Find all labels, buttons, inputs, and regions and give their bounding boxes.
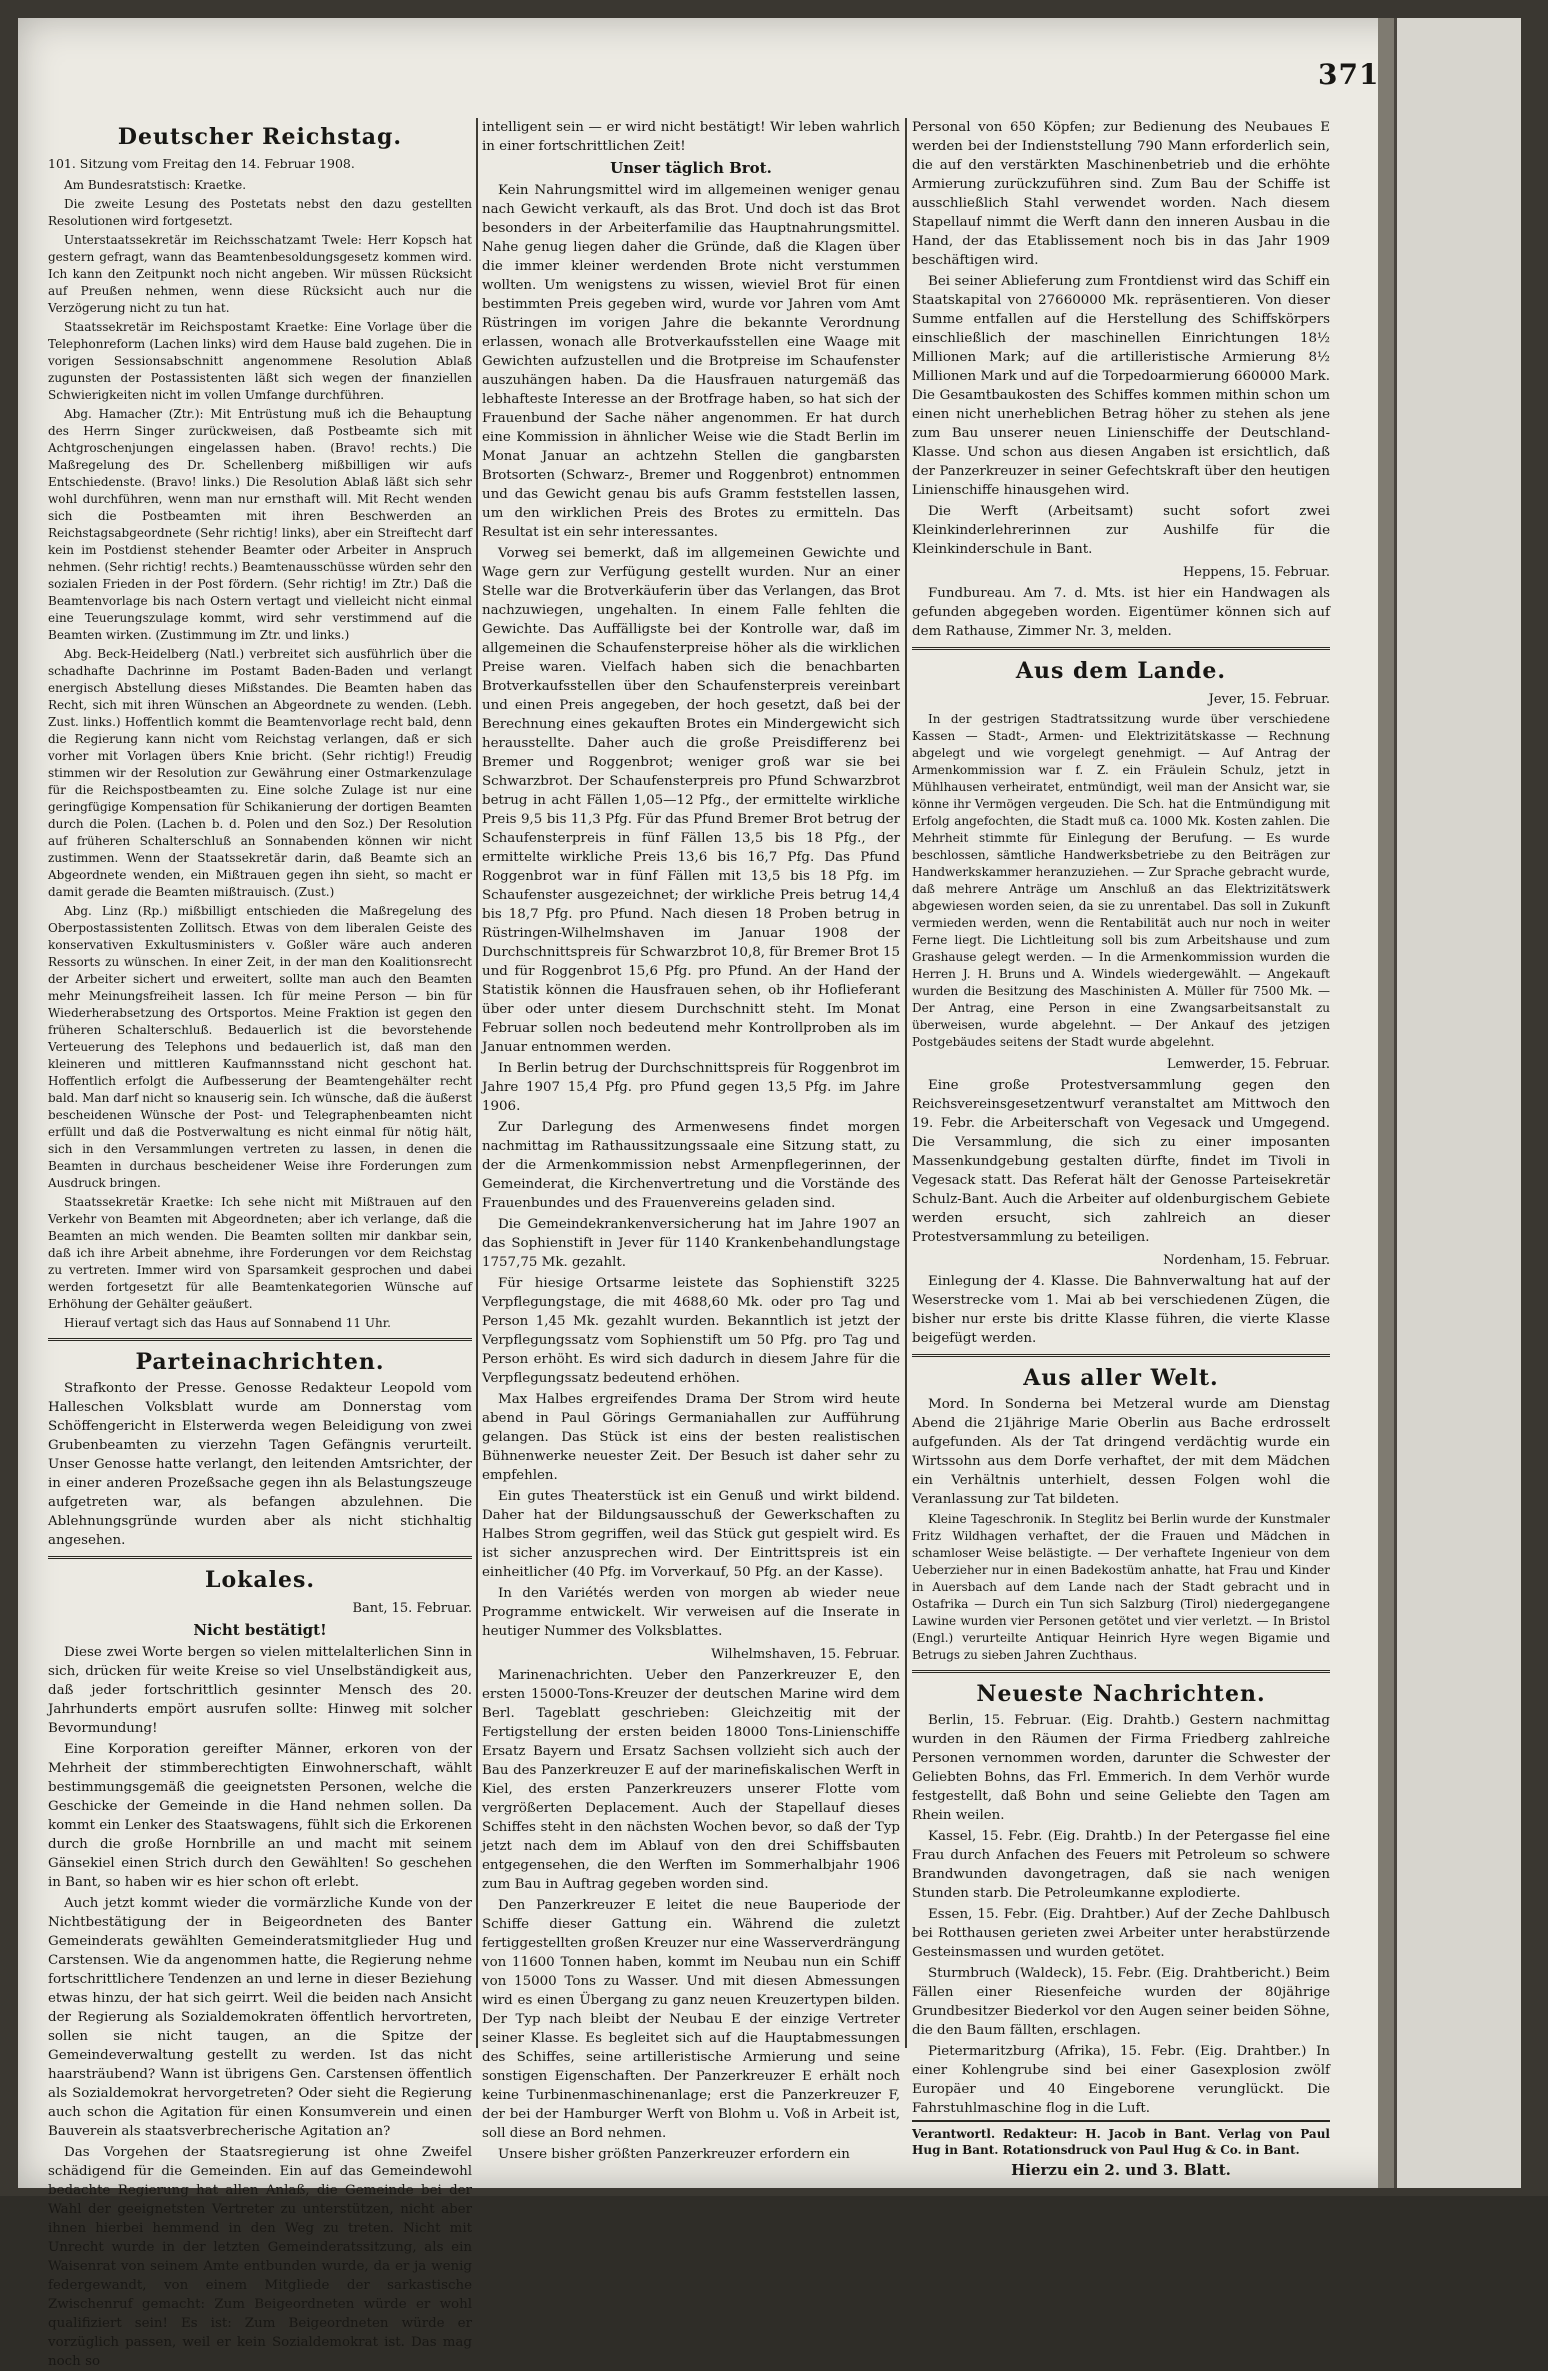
article-paragraph: Eine große Protestversammlung gegen den Reichsvereinsgesetzentwurf veranstaltet am Mittwoch den 19. Febr. die Arbeiterschaft von Vegesack und Umgegend. Die Versammlung, die sich zu einer imposanten Massenkundgebung gestalten dürfte, findet im Tivoli in Vegesack statt. Das Referat hält der Genosse Parteisekretär Schulz-Bant. Auch die Arbeiter auf oldenburgischem Gebiete werden ersucht, sich zahlreich an dieser Protestversammlung zu beteiligen.	[912, 1078, 1330, 1245]
article-subtitle: Nicht bestätigt!	[193, 1621, 327, 1639]
page-number: 371	[1318, 58, 1380, 91]
article-paragraph: Max Halbes ergreifendes Drama Der Strom wird heute abend in Paul Görings Germaniahallen zur Aufführung gelangen. Das Stück ist eins der besten realistischen Bühnenwerke neuester Zeit. Der Besuch ist daher sehr zu empfehlen.	[482, 1392, 900, 1483]
section-divider	[48, 1338, 472, 1341]
dateline: Wilhelmshaven, 15. Februar.	[711, 1647, 900, 1662]
section-divider	[912, 1670, 1330, 1673]
article-paragraph: Die Werft (Arbeitsamt) sucht sofort zwei Kleinkinderlehrerinnen zur Aushilfe für die Kleinkinderschule in Bant.	[912, 504, 1330, 557]
article-paragraph: Unterstaatssekretär im Reichsschatzamt Twele: Herr Kopsch hat gestern gefragt, wann das Beamtenbesoldungsgesetz kommen wird. Ich kann den Zeitpunkt noch nicht angeben. Wir müssen Rücksicht auf Preußen nehmen, wenn diese Rücksicht auch nur die Verzögerung nicht zu tun hat.	[48, 233, 472, 315]
article-paragraph: intelligent sein — er wird nicht bestätigt! Wir leben wahrlich in einer fortschrittlichen Zeit!	[482, 120, 900, 154]
imprint: Verantwortl. Redakteur: H. Jacob in Bant. Verlag von Paul Hug in Bant. Rotationsdruck von Paul Hug & Co. in Bant.	[912, 2120, 1330, 2158]
section-divider	[48, 1556, 472, 1559]
section-title-partei: Parteinachrichten.	[135, 1349, 385, 1375]
dateline: Lemwerder, 15. Februar.	[1166, 1057, 1330, 1072]
column-1	[48, 118, 472, 2369]
article-paragraph: Bei seiner Ablieferung zum Frontdienst wird das Schiff ein Staatskapital von 27660000 Mk. repräsentieren. Von dieser Summe entfallen auf die Herstellung des Schiffskörpers einschließlich der maschinellen Einrichtungen 18½ Millionen Mark; auf die artilleristische Armierung 8½ Millionen Mark und auf die Torpedoarmierung 660000 Mark. Die Gesamtbaukosten des Schiffes kommen mithin schon um einen nicht unerheblichen Betrag höher zu stehen als jene zum Bau unserer neuen Linienschiffe der Deutschland-Klasse. Und schon aus diesen Angaben ist ersichtlich, daß der Panzerkreuzer in seiner Gefechtskraft über den heutigen Linienschiffe hinausgehen wird.	[912, 274, 1330, 498]
article-paragraph: Staatssekretär Kraetke: Ich sehe nicht mit Mißtrauen auf den Verkehr von Beamten mit Abgeordneten; aber ich verlange, daß die Beamten an mich wenden. Die Beamten sollten mir dankbar sein, daß ich ihre Arbeit abnehme, ihre Forderungen vor dem Reichstag zu vertreten. Immer wird von Sparsamkeit gesprochen und dabei werden fortgesetzt für alle Beamtenkategorien Wünsche auf Erhöhung der Gehälter geäußert.	[48, 1195, 472, 1311]
article-paragraph: Kleine Tageschronik. In Steglitz bei Berlin wurde der Kunstmaler Fritz Wildhagen verhaftet, der die Frauen und Mädchen in schamloser Weise belästigte. — Der verhaftete Ingenieur von dem Ueberzieher nur in einen Badekostüm anhatte, hat Frau und Kinder in Auersbach auf dem Lande nach der Stadt gebracht und in Ostafrika — Durch ein Tun sich Salzburg (Tirol) niedergegangene Lawine wurden vier Personen getötet und vier verletzt. — In Bristol (Engl.) verurteilte Antiquar Heinrich Hyre wegen Bigamie und Betrugs zu sieben Jahren Zuchthaus.	[912, 1512, 1330, 1662]
article-paragraph: Sturmbruch (Waldeck), 15. Febr. (Eig. Drahtbericht.) Beim Fällen einer Riesenfeiche wurden der 80jährige Grundbesitzer Biederkol vor den Augen seiner beiden Söhne, die den Baum fällten, erschlagen.	[912, 1966, 1330, 2038]
article-paragraph: Am Bundesratstisch: Kraetke.	[64, 178, 247, 192]
section-title-lande: Aus dem Lande.	[1015, 658, 1227, 684]
article-paragraph: Die zweite Lesung des Postetats nebst den dazu gestellten Resolutionen wird fortgesetzt.	[48, 197, 472, 228]
article-paragraph: Staatssekretär im Reichspostamt Kraetke: Eine Vorlage über die Telephonreform (Lachen links) wird dem Hause bald zugehen. Die in vorigen Sessionsabschnitt angenommene Resolution Ablaß zugunsten der Postassistenten läßt sich wegen der finanziellen Schwierigkeiten nicht im vollen Umfange durchführen.	[48, 320, 472, 402]
article-subtitle: Unser täglich Brot.	[610, 159, 772, 177]
article-paragraph: Vorweg sei bemerkt, daß im allgemeinen Gewichte und Wage gern zur Verfügung gestellt wurden. Nur an einer Stelle war die Brotverkäuferin über das Verlangen, das Brot nachzuwiegen, ungehalten. In einem Falle fehlten die Gewichte. Das Auffälligste bei der Kontrolle war, daß im allgemeinen die Schaufensterpreise höher als die wirklichen Preise waren. Vielfach haben sich die benachbarten Brotverkaufsstellen über den Schaufensterpreis vereinbart und einen Preis angegeben, der hoch gesetzt, daß bei der Berechnung eines gekauften Brotes ein Mindergewicht sich herausstellte. Daher auch die große Preisdifferenz bei Bremer und Roggenbrot; weniger groß war sie bei Schwarzbrot. Der Schaufensterpreis pro Pfund Schwarzbrot betrug in acht Fällen 1,05—12 Pfg., der ermittelte wirkliche Preis 9,5 bis 11,3 Pfg. Für das Pfund Bremer Brot betrug der Schaufensterpreis in fünf Fällen 13,5 bis 18 Pfg., der ermittelte wirkliche Preis 13,6 bis 16,7 Pfg. Das Pfund Roggenbrot war in fünf Fällen mit 13,5 bis 18 Pfg. im Schaufenster ausgezeichnet; der wirkliche Preis betrug 14,4 bis 18,7 Pfg. pro Pfund. Nach diesen 18 Proben betrug in Rüstringen-Wilhelmshaven im Januar 1908 der Durchschnittspreis für Schwarzbrot 10,8, für Bremer Brot 15 und für Roggenbrot 15,6 Pfg. pro Pfund. An der Hand der Statistik können die Hausfrauen sehen, ob ihr Hoflieferant über oder unter diesem Durchschnitt steht. Im Monat Februar sollen noch bedeutend mehr Kontrollproben als im Januar entnommen werden.	[482, 546, 900, 1055]
article-paragraph: Zur Darlegung des Armenwesens findet morgen nachmittag im Rathaussitzungssaale eine Sitzung statt, zu der die Armenkommission nebst Armenpflegerinnen, der Gemeinderat, die Kirchenvertretung und die Vorstände des Frauenbundes und des Frauenvereins geladen sind.	[482, 1120, 900, 1211]
article-paragraph: Fundbureau. Am 7. d. Mts. ist hier ein Handwagen als gefunden abgegeben worden. Eigentümer können sich auf dem Rathause, Zimmer Nr. 3, melden.	[912, 586, 1330, 639]
dateline: Heppens, 15. Februar.	[1182, 565, 1330, 580]
article-paragraph: In der gestrigen Stadtratssitzung wurde über verschiedene Kassen — Stadt-, Armen- und Elektrizitätskasse — Rechnung abgelegt und wie vorgelegt genehmigt. — Auf Antrag der Armenkommission war f. Z. ein Fräulein Schulz, jetzt in Mühlhausen verheiratet, entmündigt, weil man der Ansicht war, sie könne ihr Vermögen vergeuden. Die Sch. hat die Entmündigung mit Erfolg angefochten, die Stadt muß ca. 1000 Mk. Kosten zahlen. Die Mehrheit stimmte für Einlegung der Berufung. — Es wurde beschlossen, sämtliche Handwerksbetriebe zu den Beiträgen zur Handwerkskammer heranzuziehen. — Zur Sprache gebracht wurde, daß mehrere Anträge um Anschluß an das Elektrizitätswerk abgewiesen worden seien, da sie zu unrentabel. Das soll in Zukunft vermieden werden, wenn die Rentabilität auch nur noch in weiter Ferne liegt. Die Lichtleitung soll bis zum Arbeitshause und zum Grashause gelegt werden. — In die Armenkommission wurden die Herren J. H. Bruns und A. Windels wiedergewählt. — Angekauft wurden die Besitzung des Maschinisten A. Müller für 7500 Mk. — Der Antrag, eine Person in eine Zwangsarbeitsanstalt zu überweisen, wurde abgelehnt. — Der Ankauf des jetzigen Postgebäudes seitens der Stadt wurde abgelehnt.	[912, 712, 1330, 1049]
section-title-reichstag: Deutscher Reichstag.	[117, 124, 403, 150]
article-paragraph: Den Panzerkreuzer E leitet die neue Bauperiode der Schiffe dieser Gattung ein. Während die zuletzt fertiggestellten großen Kreuzer nur eine Wasserverdrängung von 11600 Tonnen haben, kommt im Neubau nun ein Schiff von 15000 Tons zu Wasser. Und mit diesen Abmessungen wird es einen Übergang zu ganz neuen Kreuzertypen bilden. Der Typ nach bleibt der Neubau E der einzige Vertreter seiner Klasse. Es begleitet sich auf die Hauptabmessungen des Schiffes, seine artilleristische Armierung und seine sonstigen Eigenschaften. Der Panzerkreuzer E erhält noch keine Turbinenmaschinenanlage; erst die Panzerkreuzer F, der bei der Hamburger Werft von Blohm u. Voß in Arbeit ist, soll diese an Bord nehmen.	[482, 1898, 900, 2141]
section-title-welt: Aus aller Welt.	[1023, 1365, 1219, 1391]
dateline: Jever, 15. Februar.	[1208, 692, 1330, 707]
section-title-lokales: Lokales.	[204, 1567, 316, 1593]
section-divider	[912, 647, 1330, 650]
column-rule	[476, 118, 478, 2048]
session-line: 101. Sitzung vom Freitag den 14. Februar 1908.	[48, 156, 355, 171]
article-paragraph: In Berlin betrug der Durchschnittspreis für Roggenbrot im Jahre 1907 15,4 Pfg. pro Pfund gegen 13,5 Pfg. im Jahre 1906.	[482, 1061, 900, 1114]
dateline: Bant, 15. Februar.	[352, 1601, 472, 1616]
article-paragraph: Einlegung der 4. Klasse. Die Bahnverwaltung hat auf der Weserstrecke vom 1. Mai ab bei verschiedenen Zügen, die bisher nur erste bis dritte Klasse führen, die vierte Klasse beigefügt werden.	[912, 1274, 1330, 1346]
article-paragraph: Auch jetzt kommt wieder die vormärzliche Kunde von der Nichtbestätigung der in Beigeordneten des Banter Gemeinderats gewählten Gemeinderatsmitglieder Hug und Carstensen. Wie da angenommen hatte, die Regierung nehme fortschrittlichere Tendenzen an und lerne in dieser Beziehung etwas hinzu, der hat sich geirrt. Weil die beiden nach Ansicht der Regierung als Sozialdemokraten öffentlich hervortreten, sollen sie nicht taugen, an die Spitze der Gemeindeverwaltung gestellt zu werden. Ist das nicht haarsträubend? Wann ist übrigens Gen. Carstensen öffentlich als Sozialdemokrat hervorgetreten? Oder sieht die Regierung auch schon die Agitation für einen Konsumverein und einen Bauverein als staatsverbrecherische Agitation an?	[48, 1896, 472, 2139]
article-paragraph: Marinenachrichten. Ueber den Panzerkreuzer E, den ersten 15000-Tons-Kreuzer der deutschen Marine wird dem Berl. Tageblatt geschrieben: Gleichzeitig mit der Fertigstellung der ersten beiden 18000 Tons-Linienschiffe Ersatz Bayern und Ersatz Sachsen vollzieht sich auch der Bau des Panzerkreuzer E auf der marinefiskalischen Werft in Kiel, des ersten Panzerkreuzers unserer Flotte vom vergrößerten Deplacement. Auch der Stapellauf dieses Schiffes steht in den nächsten Wochen bevor, so daß der Typ jetzt nach dem im Ablauf von den drei Schiffsbauten entgegensehen, die den Werften im Sommerhalbjahr 1906 zum Bau in Auftrag gegeben worden sind.	[482, 1668, 900, 1892]
article-paragraph: Strafkonto der Presse. Genosse Redakteur Leopold vom Halleschen Volksblatt wurde am Donnerstag vom Schöffengericht in Elsterwerda wegen Beleidigung von zwei Grubenbeamten zu vierzehn Tagen Gefängnis verurteilt. Unser Genosse hatte verlangt, den leitenden Amtsrichter, der in einer anderen Prozeßsache gegen ihn als Belastungszeuge aufgetreten war, als befangen abzulehnen. Die Ablehnungsgründe wurden aber als nicht stichhaltig angesehen.	[48, 1381, 472, 1548]
section-divider	[912, 1354, 1330, 1357]
article-paragraph: Unsere bisher größten Panzerkreuzer erfordern ein	[498, 2147, 850, 2162]
article-paragraph: Mord. In Sonderna bei Metzeral wurde am Dienstag Abend die 21jährige Marie Oberlin aus Bache erdrosselt aufgefunden. Als der Tat dringend verdächtig wurde ein Wirtssohn aus dem Dorfe verhaftet, der mit dem Mädchen ein Verhältnis unterhielt, dessen Folgen wohl die Veranlassung zur Tat bildeten.	[912, 1397, 1330, 1507]
article-paragraph: Die Gemeindekrankenversicherung hat im Jahre 1907 an das Sophienstift in Jever für 1140 Krankenbehandlungstage 1757,75 Mk. gezahlt.	[482, 1217, 900, 1270]
article-paragraph: Abg. Linz (Rp.) mißbilligt entschieden die Maßregelung des Oberpostassistenten Zollitsch. Etwas von dem liberalen Geiste des konservativen Exkultusministers v. Goßler wäre auch anderen Ressorts zu wünschen. In einer Zeit, in der man den Koalitionsrecht der Arbeiter sichert und erweitert, sollte man auch den Beamten mehr Meinungsfreiheit lassen. Ich für meine Person — bin für Wiederherabsetzung des Ortsportos. Meine Fraktion ist gegen den früheren Schalterschluß. Bedauerlich ist die bevorstehende Verteuerung des Telephons und bedauerlich ist, daß man den kleineren und mittleren Kaufmannsstand nicht geschont hat. Hoffentlich erfolgt die Aufbesserung der Beamtengehälter recht bald. Man darf nicht so knauserig sein. Ich wünsche, daß die äußerst bescheidenen Wünsche der Post- und Telegraphenbeamten nicht erfüllt und daß die Postverwaltung es nicht einmal für nötig hält, sich in den Versammlungen vertreten zu lassen, in denen die Beamten in durchaus bescheidener Weise ihre Forderungen zum Ausdruck bringen.	[48, 904, 472, 1190]
article-paragraph: Eine Korporation gereifter Männer, erkoren von der Mehrheit der stimmberechtigten Einwohnerschaft, wählt bestimmungsgemäß die geeignetsten Personen, welche die Geschicke der Gemeinde in die Hand nehmen sollen. Da kommt ein Lenker des Staatswagens, fühlt sich die Erkorenen durch die große Hornbrille an und macht mit seinem Gänsekiel einen Strich durch den Gewählten! So geschehen in Bant, so haben wir es hier schon oft erlebt.	[48, 1742, 472, 1890]
article-paragraph: Für hiesige Ortsarme leistete das Sophienstift 3225 Verpflegungstage, die mit 4688,60 Mk. oder pro Tag und Person 1,45 Mk. gezahlt wurden. Bekanntlich ist jetzt der Verpflegungssatz vom Sophienstift um 50 Pfg. pro Tag und Person erhöht. Es wird sich dadurch in diesem Jahre für die Verpflegungssatz bedeutend erhöhen.	[482, 1276, 900, 1386]
article-paragraph: Kein Nahrungsmittel wird im allgemeinen weniger genau nach Gewicht verkauft, als das Brot. Und doch ist das Brot besonders in der Arbeiterfamilie das Hauptnahrungsmittel. Nahe genug liegen daher die Gründe, daß die Klagen über die immer kleiner werdenden Brote nicht verstummen wollten. Um wenigstens zu wissen, wieviel Brot für einen bestimmten Preis gegeben wird, wurde vor Jahren vom Amt Rüstringen im vorigen Jahre die bekannte Verordnung erlassen, wonach alle Brotverkaufsstellen eine Waage mit Gewichten aufzustellen und die Brotpreise im Schaufenster auszuhängen haben. Da die Hausfrauen naturgemäß das lebhafteste Interesse an der Brotfrage haben, so hat sich der Frauenbund der Sache näher angenommen. Er hat durch eine Kommission in ähnlicher Weise wie die Stadt Berlin im Monat Januar an achtzehn Stellen die gangbarsten Brotsorten (Schwarz-, Bremer und Roggenbrot) entnommen und das Gewicht genau bis aufs Gramm feststellen lassen, um den wirklichen Preis des Brotes zu ermitteln. Das Resultat ist ein sehr interessantes.	[482, 183, 900, 540]
article-paragraph: Personal von 650 Köpfen; zur Bedienung des Neubaues E werden bei der Indienststellung 790 Mann erforderlich sein, die auf den verstärkten Maschinenbetrieb und die erhöhte Armierung zurückzuführen sind. Zum Bau der Schiffe ist ausschließlich Stahl verwendet worden. Nach diesem Stapellauf nimmt die Werft dann den inneren Ausbau in die Hand, der das Etablissement noch bis in das Jahr 1909 beschäftigen wird.	[912, 120, 1330, 268]
article-paragraph: Pietermaritzburg (Afrika), 15. Febr. (Eig. Drahtber.) In einer Kohlengrube sind bei einer Gasexplosion zwölf Europäer und 40 Eingeborene verunglückt. Die Fahrstuhlmaschine flog in die Luft.	[912, 2044, 1330, 2116]
supplement-note: Hierzu ein 2. und 3. Blatt.	[1011, 2161, 1231, 2179]
dateline: Nordenham, 15. Februar.	[1163, 1253, 1330, 1268]
article-paragraph: Abg. Hamacher (Ztr.): Mit Entrüstung muß ich die Behauptung des Herrn Singer zurückweisen, daß Postbeamte sich mit Achtgroschenjungen eingelassen haben. (Bravo! rechts.) Die Maßregelung des Dr. Schellenberg mißbilligen wir aufs Entschiedenste. (Bravo! links.) Die Resolution Ablaß läßt sich sehr wohl durchführen, wenn man nur ernsthaft will. Mit Recht wenden sich die Postbeamten mit ihren Beschwerden an Reichstagsabgeordnete (Sehr richtig! links), aber ein Streiftecht darf kein im Postdienst stehender Beamter oder Arbeiter in Anspruch nehmen. (Sehr richtig! rechts.) Beamtenausschüsse würden sehr den sozialen Frieden in der Post fördern. (Sehr richtig! im Ztr.) Daß die Beamtenvorlage bis nach Ostern vertagt und vielleicht nicht einmal eine Teuerungszulage kommt, wird sehr verstimmend auf die Beamten wirken. (Zustimmung im Ztr. und links.)	[48, 407, 472, 642]
article-paragraph: Kassel, 15. Febr. (Eig. Drahtb.) In der Petergasse fiel eine Frau durch Anfachen des Feuers mit Petroleum so schwere Brandwunden davongetragen, daß sie nach wenigen Stunden starb. Die Petroleumkanne explodierte.	[912, 1829, 1330, 1901]
article-paragraph: Ein gutes Theaterstück ist ein Genuß und wirkt bildend. Daher hat der Bildungsausschuß der Gewerkschaften zu Halbes Strom gegriffen, weil das Stück gut gespielt wird. Es ist sicher anzusprechen wird. Der Eintrittspreis ist ein einheitlicher (40 Pfg. im Vorverkauf, 50 Pfg. an der Kasse).	[482, 1489, 900, 1580]
article-paragraph: In den Variétés werden von morgen ab wieder neue Programme entwickelt. Wir verweisen auf die Inserate in heutiger Nummer des Volksblattes.	[482, 1586, 900, 1639]
volume-binding-edge	[1394, 18, 1521, 2188]
article-paragraph: Hierauf vertagt sich das Haus auf Sonnabend 11 Uhr.	[64, 1316, 391, 1330]
article-paragraph: Essen, 15. Febr. (Eig. Drahtber.) Auf der Zeche Dahlbusch bei Rotthausen gerieten zwei Arbeiter unter herabstürzende Gesteinsmassen und wurden getötet.	[912, 1907, 1330, 1960]
section-title-neueste: Neueste Nachrichten.	[976, 1681, 1266, 1707]
column-3	[912, 118, 1330, 2179]
column-rule	[905, 118, 907, 2048]
binding-gutter	[1378, 18, 1394, 2188]
column-2	[482, 118, 900, 2162]
article-paragraph: Diese zwei Worte bergen so vielen mittelalterlichen Sinn in sich, drücken für weite Kreise so viel Unselbständigkeit aus, daß jeder fortschrittlich gesinnter Mensch des 20. Jahrhunderts empört ausrufen sollte: Hinweg mit solcher Bevormundung!	[48, 1645, 472, 1736]
article-paragraph: Abg. Beck-Heidelberg (Natl.) verbreitet sich ausführlich über die schadhafte Dachrinne im Postamt Baden-Baden und verlangt energisch Abstellung dieses Mißstandes. Die Beamten haben das Recht, sich mit ihren Wünschen an Abgeordnete zu wenden. (Lebh. Zust. links.) Hoffentlich kommt die Beamtenvorlage recht bald, denn die Regierung kann nicht vom Reichstag verlangen, daß er sich vorher mit Vorlagen übers Knie bricht. (Sehr richtig!) Freudig stimmen wir der Resolution zur Gewährung einer Ostmarkenzulage für die Reichspostbeamten zu. Eine solche Zulage ist nur eine geringfügige Kompensation für Schikanierung der dortigen Beamten durch die Polen. (Lachen b. d. Polen und den Soz.) Der Resolution auf früheren Schalterschluß an Sonnabenden können wir nicht zustimmen. Wenn der Staatssekretär darin, daß Beamte sich an Abgeordnete wenden, ein Mißtrauen gegen ihn sieht, so macht er damit gerade die Beamten mißtrauisch. (Zust.)	[48, 647, 472, 899]
article-paragraph: Berlin, 15. Februar. (Eig. Drahtb.) Gestern nachmittag wurden in den Räumen der Firma Friedberg zahlreiche Personen vernommen worden, darunter die Schwester der Geliebten Bohns, das Frl. Emmerich. In dem Verhör wurde festgestellt, daß Bohn und seine Geliebte den Tagen am Rhein weilen.	[912, 1713, 1330, 1823]
article-paragraph: Das Vorgehen der Staatsregierung ist ohne Zweifel schädigend für die Gemeinden. Ein auf das Gemeindewohl bedachte Regierung hat allen Anlaß, die Gemeinde bei der Wahl der geeignetsten Vertreter zu unterstützen, nicht aber ihnen hierbei hemmend in den Weg zu treten. Nicht mit Unrecht wurde in der letzten Gemeinderatssitzung, als ein Waisenrat von seinem Amte entbunden wurde, da er ja wenig federgewandt, von einem Mitgliede der sarkastische Zwischenruf gemacht: Zum Beigeordneten würde er wohl qualifiziert sein! Es ist: Zum Beigeordneten würde er vorzüglich passen, weil er kein Sozialdemokrat ist. Das mag noch so	[48, 2145, 472, 2369]
